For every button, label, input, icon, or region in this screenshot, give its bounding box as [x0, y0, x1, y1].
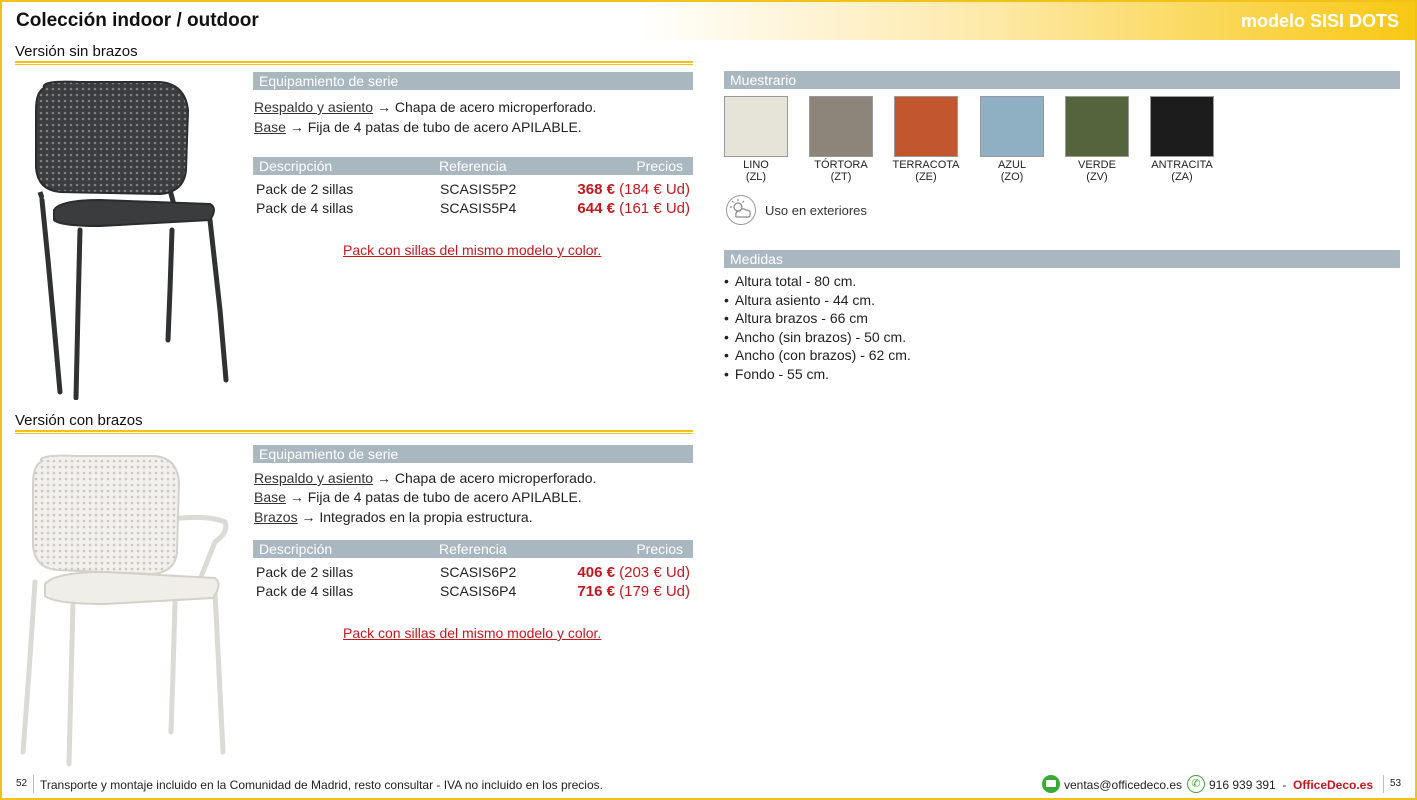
- collection-title: Colección indoor / outdoor: [16, 10, 259, 31]
- row-reference: SCASIS5P4: [440, 200, 517, 216]
- email-icon: [1042, 775, 1060, 793]
- divider: [1383, 775, 1384, 793]
- phone-link[interactable]: 916 939 391 -: [1209, 778, 1287, 792]
- col-descripcion: Descripción: [259, 158, 333, 174]
- divider: [33, 775, 34, 793]
- spec-line: [254, 119, 582, 135]
- page-number-left: 52: [16, 778, 28, 789]
- swatch-label: VERDE (ZV): [1078, 159, 1116, 183]
- unit-price: (203 € Ud): [619, 564, 690, 581]
- footer: [0, 775, 1417, 795]
- table-row: [256, 200, 690, 218]
- swatch-label: AZUL (ZO): [997, 159, 1027, 183]
- spec-text: Chapa de acero microperforado.: [394, 470, 597, 486]
- equip-header-1: Equipamiento de serie: [253, 72, 693, 90]
- table-row: [256, 564, 690, 582]
- swatch-label: TERRACOTA (ZE): [892, 159, 960, 183]
- medidas-list: [724, 273, 911, 384]
- spec-label: Respaldo y asiento: [254, 470, 374, 486]
- row-reference: SCASIS6P2: [440, 564, 517, 580]
- row-price: [577, 200, 690, 217]
- price-table-header-2: [253, 540, 693, 558]
- swatch-azul[interactable]: [980, 96, 1044, 157]
- spec-label: Base: [254, 489, 286, 505]
- spec-line: [254, 470, 596, 486]
- price-value: 644 €: [577, 200, 615, 217]
- header-bar: [2, 2, 1415, 40]
- unit-price: (179 € Ud): [619, 583, 690, 600]
- swatch-terracota[interactable]: [894, 96, 958, 157]
- list-item: • Altura total - 80 cm.: [724, 273, 911, 292]
- col-referencia: Referencia: [439, 541, 507, 557]
- spec-line: [254, 509, 533, 525]
- col-precios: Precios: [636, 541, 683, 557]
- swatch-verde[interactable]: [1065, 96, 1129, 157]
- col-descripcion: Descripción: [259, 541, 333, 557]
- col-precios: Precios: [636, 158, 683, 174]
- arrow-icon: →: [376, 99, 391, 115]
- row-price: [577, 583, 690, 600]
- footer-note: Transporte y montaje incluido en la Comunidad de Madrid, resto consultar - IVA no incluido en los precios.: [40, 778, 603, 792]
- price-table-header-1: [253, 157, 693, 175]
- pack-note-link[interactable]: Pack con sillas del mismo modelo y color.: [343, 625, 602, 641]
- page-number-right: 53: [1390, 778, 1402, 789]
- chair-dark-image: [20, 80, 240, 400]
- outdoor-use-label: Uso en exteriores: [765, 203, 867, 218]
- list-item: • Altura asiento - 44 cm.: [724, 292, 911, 311]
- section-title-con-brazos: Versión con brazos: [15, 412, 143, 429]
- phone-icon: ✆: [1187, 775, 1205, 793]
- spec-line: [254, 99, 596, 115]
- model-title: modelo SISI DOTS: [1240, 11, 1399, 31]
- chair-white-image: [15, 452, 240, 767]
- swatch-antracita[interactable]: [1150, 96, 1214, 157]
- section-title-sin-brazos: Versión sin brazos: [15, 43, 138, 60]
- list-item: • Altura brazos - 66 cm: [724, 310, 911, 329]
- unit-price: (184 € Ud): [619, 181, 690, 198]
- spec-label: Brazos: [254, 509, 298, 525]
- list-item: • Ancho (con brazos) - 62 cm.: [724, 347, 911, 366]
- table-row: [256, 583, 690, 601]
- spec-line: [254, 489, 582, 505]
- arrow-icon: →: [376, 470, 391, 486]
- swatch-label: ANTRACITA (ZA): [1151, 159, 1213, 183]
- spec-label: Respaldo y asiento: [254, 99, 374, 115]
- row-description: Pack de 2 sillas: [256, 181, 354, 197]
- row-description: Pack de 4 sillas: [256, 200, 354, 216]
- swatch-tortora[interactable]: [809, 96, 873, 157]
- swatch-lino[interactable]: [724, 96, 788, 157]
- price-value: 716 €: [577, 583, 615, 600]
- spec-text: Fija de 4 patas de tubo de acero APILABLE.: [307, 489, 582, 505]
- row-reference: SCASIS5P2: [440, 181, 517, 197]
- list-item: • Ancho (sin brazos) - 50 cm.: [724, 329, 911, 348]
- row-description: Pack de 2 sillas: [256, 564, 354, 580]
- sun-cloud-icon: [726, 195, 756, 225]
- arrow-icon: →: [289, 489, 304, 505]
- equip-header-2: Equipamiento de serie: [253, 445, 693, 463]
- row-price: [577, 564, 690, 581]
- arrow-icon: →: [289, 119, 304, 135]
- col-referencia: Referencia: [439, 158, 507, 174]
- price-value: 368 €: [577, 181, 615, 198]
- unit-price: (161 € Ud): [619, 200, 690, 217]
- pack-note-link[interactable]: Pack con sillas del mismo modelo y color.: [343, 242, 602, 258]
- spec-label: Base: [254, 119, 286, 135]
- swatch-label: LINO (ZL): [743, 159, 769, 183]
- muestrario-header: Muestrario: [724, 71, 1400, 89]
- row-price: [577, 181, 690, 198]
- table-row: [256, 181, 690, 199]
- spec-text: Integrados en la propia estructura.: [319, 509, 533, 525]
- row-reference: SCASIS6P4: [440, 583, 517, 599]
- spec-text: Chapa de acero microperforado.: [394, 99, 597, 115]
- medidas-header: Medidas: [724, 250, 1400, 268]
- row-description: Pack de 4 sillas: [256, 583, 354, 599]
- list-item: • Fondo - 55 cm.: [724, 366, 911, 385]
- swatch-label: TÓRTORA (ZT): [814, 159, 868, 183]
- spec-text: Fija de 4 patas de tubo de acero APILABLE.: [307, 119, 582, 135]
- brand-link[interactable]: OfficeDeco.es: [1293, 778, 1374, 792]
- arrow-icon: →: [301, 509, 316, 525]
- email-link[interactable]: ventas@officedeco.es: [1064, 778, 1183, 792]
- price-value: 406 €: [577, 564, 615, 581]
- section-rule: [15, 61, 693, 65]
- section-rule: [15, 430, 693, 434]
